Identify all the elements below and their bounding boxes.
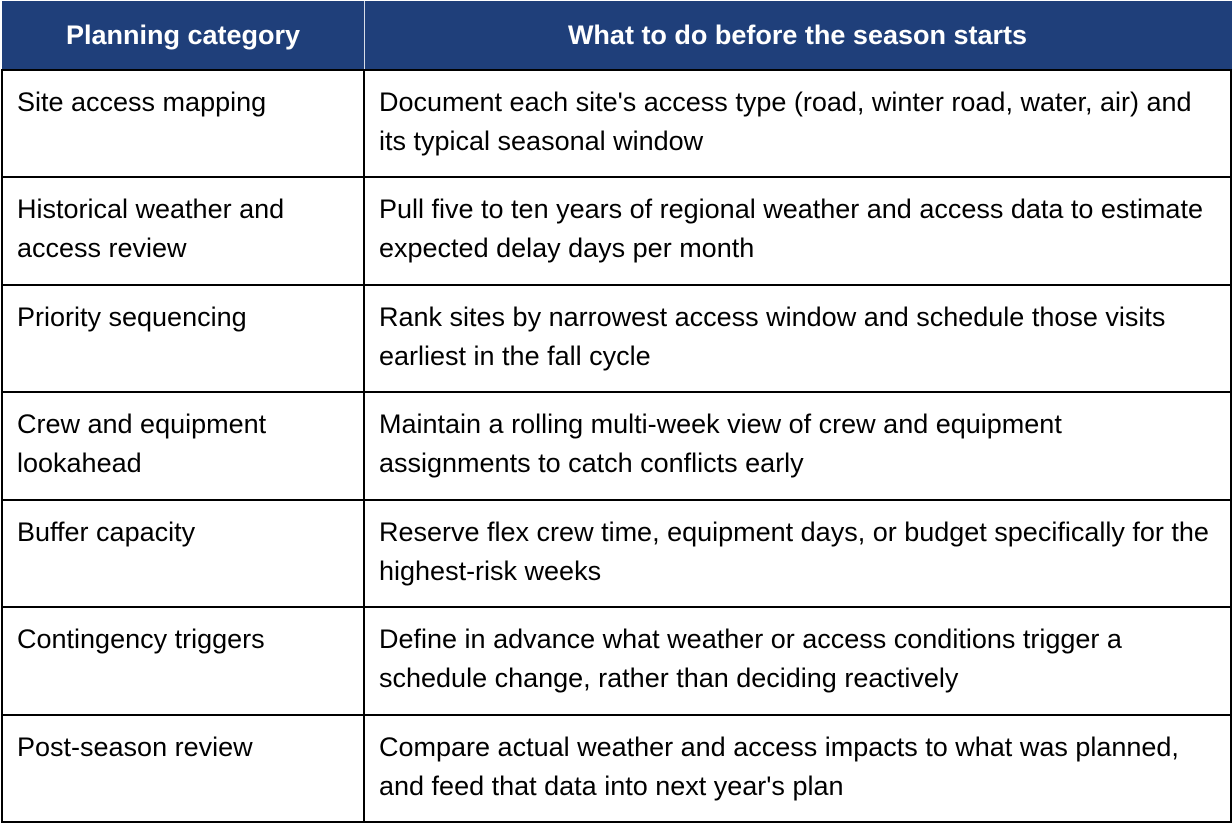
table-row bbox=[2, 715, 1231, 823]
table-body bbox=[2, 70, 1231, 823]
planning-table bbox=[1, 1, 1232, 823]
table-header bbox=[2, 2, 1231, 70]
header-row bbox=[2, 2, 1231, 70]
action-cell: Document each site's access type (road, winter road, water, air) and its typical seasonal window bbox=[364, 70, 1231, 178]
header-action: What to do before the season starts bbox=[364, 2, 1231, 70]
category-cell: Crew and equipment lookahead bbox=[2, 392, 364, 500]
header-planning-category: Planning category bbox=[2, 2, 364, 70]
table-row bbox=[2, 500, 1231, 608]
category-cell: Historical weather and access review bbox=[2, 177, 364, 285]
action-cell: Pull five to ten years of regional weather and access data to estimate expected delay days per month bbox=[364, 177, 1231, 285]
category-cell: Post-season review bbox=[2, 715, 364, 823]
table-row bbox=[2, 392, 1231, 500]
category-cell: Buffer capacity bbox=[2, 500, 364, 608]
planning-table-container bbox=[1, 1, 1230, 823]
table-row bbox=[2, 285, 1231, 393]
action-cell: Compare actual weather and access impacts to what was planned, and feed that data into next year's plan bbox=[364, 715, 1231, 823]
category-cell: Contingency triggers bbox=[2, 607, 364, 715]
action-cell: Define in advance what weather or access conditions trigger a schedule change, rather than deciding reactively bbox=[364, 607, 1231, 715]
category-cell: Priority sequencing bbox=[2, 285, 364, 393]
action-cell: Maintain a rolling multi-week view of crew and equipment assignments to catch conflicts early bbox=[364, 392, 1231, 500]
table-row bbox=[2, 607, 1231, 715]
action-cell: Rank sites by narrowest access window and schedule those visits earliest in the fall cycle bbox=[364, 285, 1231, 393]
table-row bbox=[2, 177, 1231, 285]
table-row bbox=[2, 70, 1231, 178]
action-cell: Reserve flex crew time, equipment days, or budget specifically for the highest-risk weeks bbox=[364, 500, 1231, 608]
category-cell: Site access mapping bbox=[2, 70, 364, 178]
